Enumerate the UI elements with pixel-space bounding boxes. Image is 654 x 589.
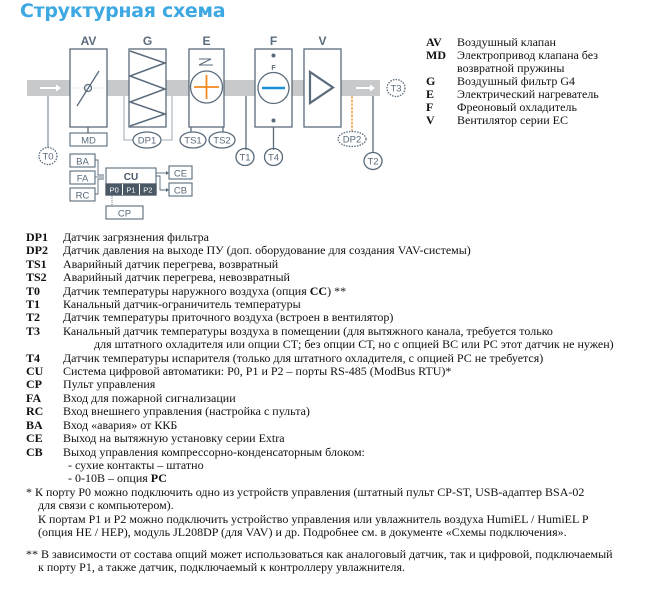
legend-row-fa: FA Вход для пожарной сигнализации bbox=[26, 390, 236, 405]
output-cb-label: CB bbox=[173, 185, 188, 197]
module-f-label: F bbox=[269, 34, 278, 48]
legend-row-cb-sub1: - сухие контакты – штатно bbox=[68, 457, 204, 472]
sensor-ts2-label: TS2 bbox=[213, 135, 231, 147]
legend-row-cp: CP Пульт управления bbox=[26, 377, 156, 392]
cooler-f-mark: F bbox=[271, 65, 276, 72]
legend-row-cu: CU Система цифровой автоматики: P0, P1 и P2 – порты RS-485 (ModBus RTU)* bbox=[26, 364, 452, 379]
control-unit-cu-label: CU bbox=[123, 172, 139, 183]
legend-row-av: AV Воздушный клапан bbox=[426, 35, 556, 49]
sensor-t2-label: T2 bbox=[367, 156, 379, 168]
legend-row-ts2: TS2 Аварийный датчик перегрева, невозвратный bbox=[26, 270, 290, 285]
module-e-label: E bbox=[202, 34, 211, 48]
legend-row-v: V Вентилятор серии ЕС bbox=[426, 113, 568, 127]
legend-row-t1: T1 Канальный датчик-ограничитель температуры bbox=[26, 297, 301, 312]
sensor-md-label: MD bbox=[81, 135, 96, 147]
output-ce-label: CE bbox=[173, 168, 188, 180]
structural-diagram bbox=[0, 0, 420, 230]
sensor-t1-label: T1 bbox=[239, 152, 251, 164]
legend-row-t3-cont: для штатного охладителя или опции СТ; без опции СТ, но с опцией ВС или РС этот датчик не нужен) bbox=[94, 337, 614, 352]
footnote-2: ** В зависимости от состава опций может использоваться как аналоговый датчик, так и цифровой, подключаемый к порту P1, а также датчик, подключаемый к контроллеру увлажнителя. bbox=[26, 546, 613, 575]
module-g-label: G bbox=[142, 34, 153, 48]
legend-row-cb-sub2: - 0-10В – опция РС bbox=[68, 471, 167, 486]
legend-row-ba: BA Вход «авария» от ККБ bbox=[26, 417, 178, 432]
legend-row-f: F Фреоновый охладитель bbox=[426, 100, 577, 114]
legend-row-t2: T2 Датчик температуры приточного воздуха (встроен в вентилятор) bbox=[26, 310, 394, 325]
sensor-dp1-label: DP1 bbox=[137, 135, 157, 147]
module-v-label: V bbox=[318, 34, 327, 48]
legend-row-t0: T0 Датчик температуры наружного воздуха (опция СС) ** bbox=[26, 283, 347, 298]
sensor-t3-label: T3 bbox=[390, 83, 402, 95]
control-panel-cp-label: CP bbox=[117, 208, 132, 220]
legend-row-md: MD Электропривод клапана без возвратной пружины bbox=[426, 48, 598, 75]
page-title: Структурная схема bbox=[20, 0, 226, 22]
footnotes bbox=[26, 486, 613, 582]
legend-row-ce: CE Выход на вытяжную установку серии Extra bbox=[26, 431, 285, 446]
input-fa-label: FA bbox=[76, 173, 89, 185]
sensor-t0-label: T0 bbox=[42, 151, 54, 163]
legend-modules bbox=[426, 36, 647, 127]
sensor-dp2-label: DP2 bbox=[342, 134, 362, 146]
legend-row-t3: T3 Канальный датчик температуры воздуха в помещении (для вытяжного канала, требуется только bbox=[26, 323, 553, 338]
module-av-label: AV bbox=[80, 34, 97, 48]
legend-row-rc: RC Вход внешнего управления (настройка с пульта) bbox=[26, 404, 310, 419]
sensor-t4-label: T4 bbox=[267, 152, 280, 164]
port-p0: P0 bbox=[109, 185, 119, 195]
input-ba-label: BA bbox=[76, 156, 89, 168]
port-p1: P1 bbox=[126, 185, 136, 195]
legend-row-dp1: DP1 Датчик загрязнения фильтра bbox=[26, 230, 210, 244]
legend-row-dp2: DP2 Датчик давления на выходе ПУ (доп. оборудование для создания VAV-системы) bbox=[26, 243, 471, 258]
port-p2: P2 bbox=[143, 185, 153, 195]
legend-sensors bbox=[26, 231, 614, 486]
legend-row-e: E Электрический нагреватель bbox=[426, 87, 599, 101]
input-rc-label: RC bbox=[75, 190, 90, 202]
legend-row-ts1: TS1 Аварийный датчик перегрева, возвратный bbox=[26, 256, 279, 271]
legend-row-g: G Воздушный фильтр G4 bbox=[426, 74, 576, 88]
legend-row-t4: T4 Датчик температуры испарителя (только для штатного охладителя, с опцией РС не требуется) bbox=[26, 350, 544, 365]
sensor-ts1-label: TS1 bbox=[184, 135, 202, 147]
legend-row-cb: CB Выход управления компрессорно-конденсаторным блоком: bbox=[26, 444, 365, 459]
footnote-1: * К порту P0 можно подключить одно из устройств управления (штатный пульт CP-ST, USB-адаптер BSA-02 для связи с компьютером). К портам P1 и P2 можно подключить устройство управления или увлажнитель воздуха HumiEL / HumiEL P (опция HE / HEP), модуль JL208DP (для VAV) и др. Подробнее см. в документе «Схемы подключения». bbox=[26, 485, 589, 540]
